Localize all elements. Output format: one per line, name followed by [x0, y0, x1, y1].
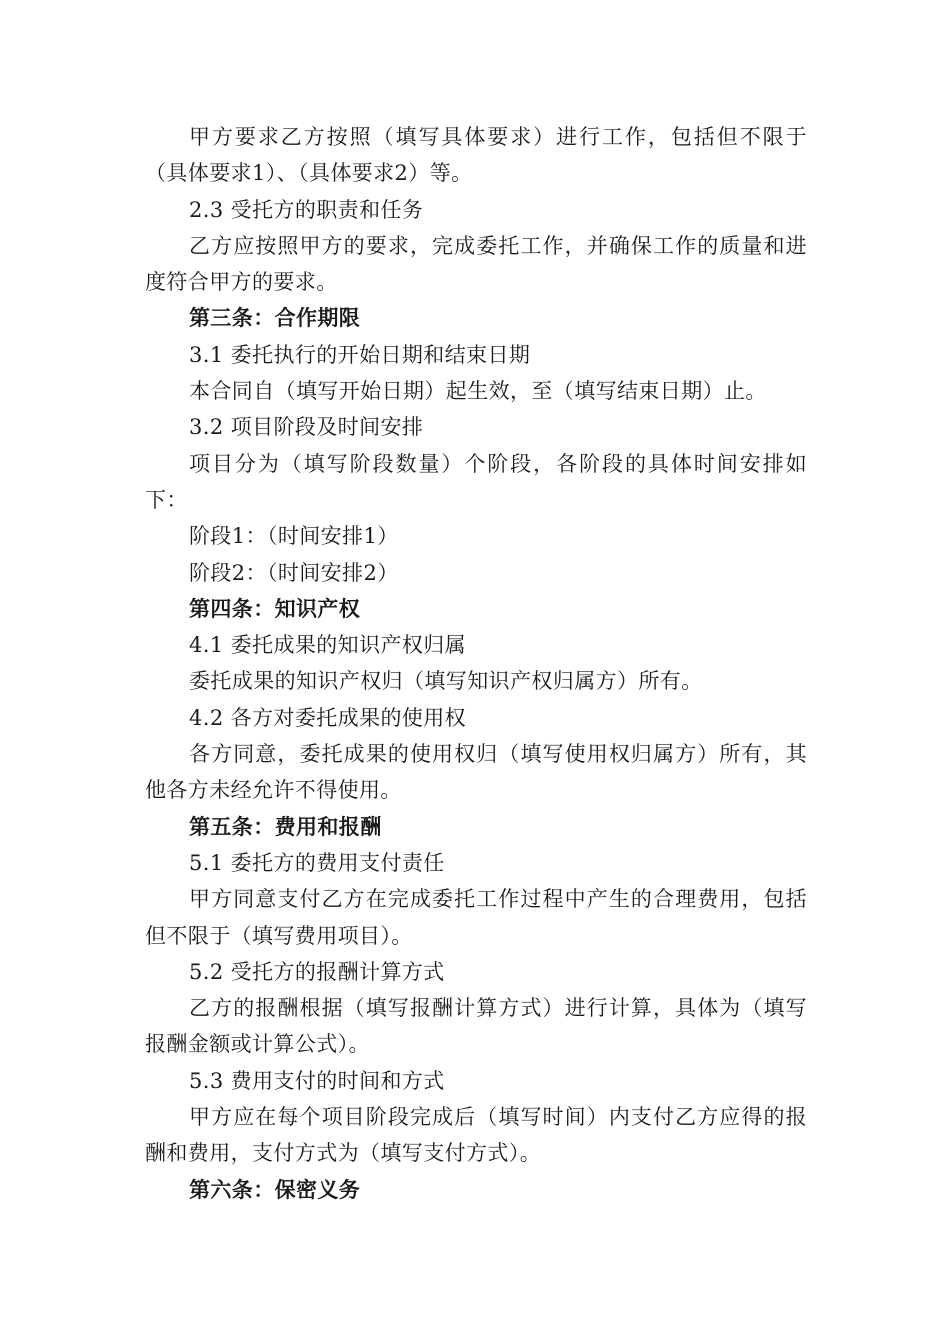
- paragraph-remuneration-calc: 乙方的报酬根据（填写报酬计算方式）进行计算，具体为（填写报酬金额或计算公式）。: [145, 996, 807, 1057]
- clause-4-1-title: 4.1 委托成果的知识产权归属: [189, 633, 467, 658]
- paragraph-usage-rights: 各方同意，委托成果的使用权归（填写使用权归属方）所有，其他各方未经允许不得使用。: [145, 742, 807, 803]
- clause-2-3-title: 2.3 受托方的职责和任务: [189, 197, 424, 222]
- paragraph-ip-ownership: 委托成果的知识产权归（填写知识产权归属方）所有。: [189, 669, 703, 694]
- phase-2-line: 阶段2：（时间安排2）: [189, 560, 399, 585]
- clause-3-1-title: 3.1 委托执行的开始日期和结束日期: [189, 342, 531, 367]
- article-6-heading: 第六条：保密义务: [189, 1177, 361, 1202]
- clause-5-1-title: 5.1 委托方的费用支付责任: [189, 850, 445, 875]
- paragraph-project-phases: 项目分为（填写阶段数量）个阶段，各阶段的具体时间安排如下：: [145, 451, 807, 512]
- article-3-heading: 第三条：合作期限: [189, 306, 361, 331]
- clause-5-3-title: 5.3 费用支付的时间和方式: [189, 1068, 445, 1093]
- paragraph-contract-term: 本合同自（填写开始日期）起生效，至（填写结束日期）止。: [189, 379, 767, 404]
- clause-5-2-title: 5.2 受托方的报酬计算方式: [189, 959, 445, 984]
- clause-3-2-title: 3.2 项目阶段及时间安排: [189, 415, 424, 440]
- paragraph-expense-payment: 甲方同意支付乙方在完成委托工作过程中产生的合理费用，包括但不限于（填写费用项目）。: [145, 887, 807, 948]
- phase-1-line: 阶段1：（时间安排1）: [189, 524, 399, 549]
- clause-4-2-title: 4.2 各方对委托成果的使用权: [189, 705, 467, 730]
- paragraph-trustee-duties: 乙方应按照甲方的要求，完成委托工作，并确保工作的质量和进度符合甲方的要求。: [145, 233, 807, 295]
- article-5-heading: 第五条：费用和报酬: [189, 814, 382, 839]
- paragraph-payment-timing: 甲方应在每个项目阶段完成后（填写时间）内支付乙方应得的报酬和费用，支付方式为（填写支付方式）。: [145, 1105, 807, 1166]
- document-body: [145, 119, 807, 1208]
- article-4-heading: 第四条：知识产权: [189, 596, 361, 621]
- paragraph-work-requirements: 甲方要求乙方按照（填写具体要求）进行工作，包括但不限于（具体要求1）、（具体要求2）等。: [145, 125, 807, 186]
